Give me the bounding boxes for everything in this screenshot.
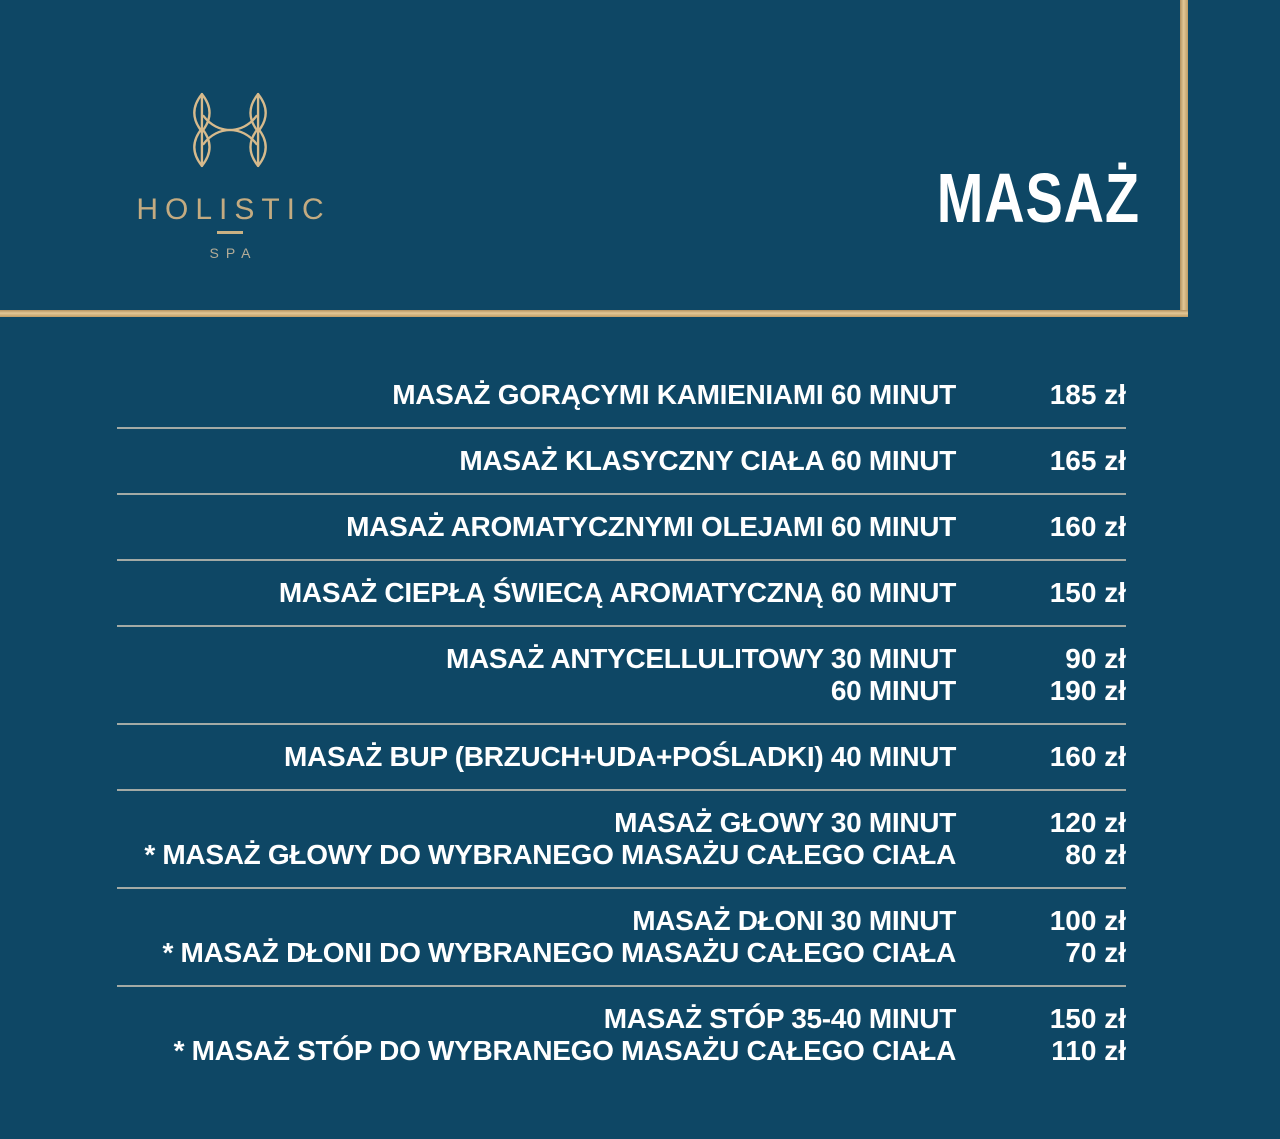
page-title: MASAŻ [936,159,1140,237]
item-name: MASAŻ STÓP 35-40 MINUT [603,1003,956,1034]
item-name: MASAŻ BUP (BRZUCH+UDA+POŚLADKI) 40 MINUT [284,741,956,772]
menu-row [117,887,1126,985]
holistic-h-monogram-icon [191,91,269,169]
item-price: 165 zł [1049,445,1126,476]
menu-row [117,985,1126,1083]
item-name: MASAŻ GŁOWY 30 MINUT [614,807,956,838]
brand-subtitle: SPA [209,245,258,261]
item-price: 160 zł [1049,741,1126,772]
brand-name: HOLISTIC [136,193,331,226]
menu-row [117,625,1126,723]
menu-row [117,789,1126,887]
item-price: 70 zł [1065,937,1126,968]
item-name: 60 MINUT [830,675,956,706]
menu-row [117,363,1126,427]
header-frame-right-border [1180,0,1188,317]
item-name: * MASAŻ DŁONI DO WYBRANEGO MASAŻU CAŁEGO CIAŁA [162,937,956,968]
item-name: MASAŻ ANTYCELLULITOWY 30 MINUT [445,643,956,674]
item-name: MASAŻ DŁONI 30 MINUT [632,905,956,936]
item-name: MASAŻ GORĄCYMI KAMIENIAMI 60 MINUT [392,379,956,410]
item-price: 160 zł [1049,511,1126,542]
menu-row [117,723,1126,789]
menu-row [117,559,1126,625]
item-name: * MASAŻ STÓP DO WYBRANEGO MASAŻU CAŁEGO CIAŁA [173,1035,956,1066]
price-list [117,363,1126,1083]
item-price: 150 zł [1049,577,1126,608]
item-price: 190 zł [1049,675,1126,706]
brand-underline-dash [217,231,243,234]
item-name: MASAŻ KLASYCZNY CIAŁA 60 MINUT [459,445,956,476]
item-price: 80 zł [1065,839,1126,870]
item-price: 120 zł [1049,807,1126,838]
menu-row [117,427,1126,493]
item-price: 90 zł [1065,643,1126,674]
menu-row [117,493,1126,559]
header-frame-bottom-border [0,310,1188,317]
item-name: MASAŻ AROMATYCZNYMI OLEJAMI 60 MINUT [346,511,956,542]
item-name: MASAŻ CIEPŁĄ ŚWIECĄ AROMATYCZNĄ 60 MINUT [278,577,956,608]
item-price: 110 zł [1051,1035,1126,1066]
item-price: 100 zł [1049,905,1126,936]
item-price: 185 zł [1049,379,1126,410]
item-name: * MASAŻ GŁOWY DO WYBRANEGO MASAŻU CAŁEGO CIAŁA [144,839,956,870]
item-price: 150 zł [1049,1003,1126,1034]
